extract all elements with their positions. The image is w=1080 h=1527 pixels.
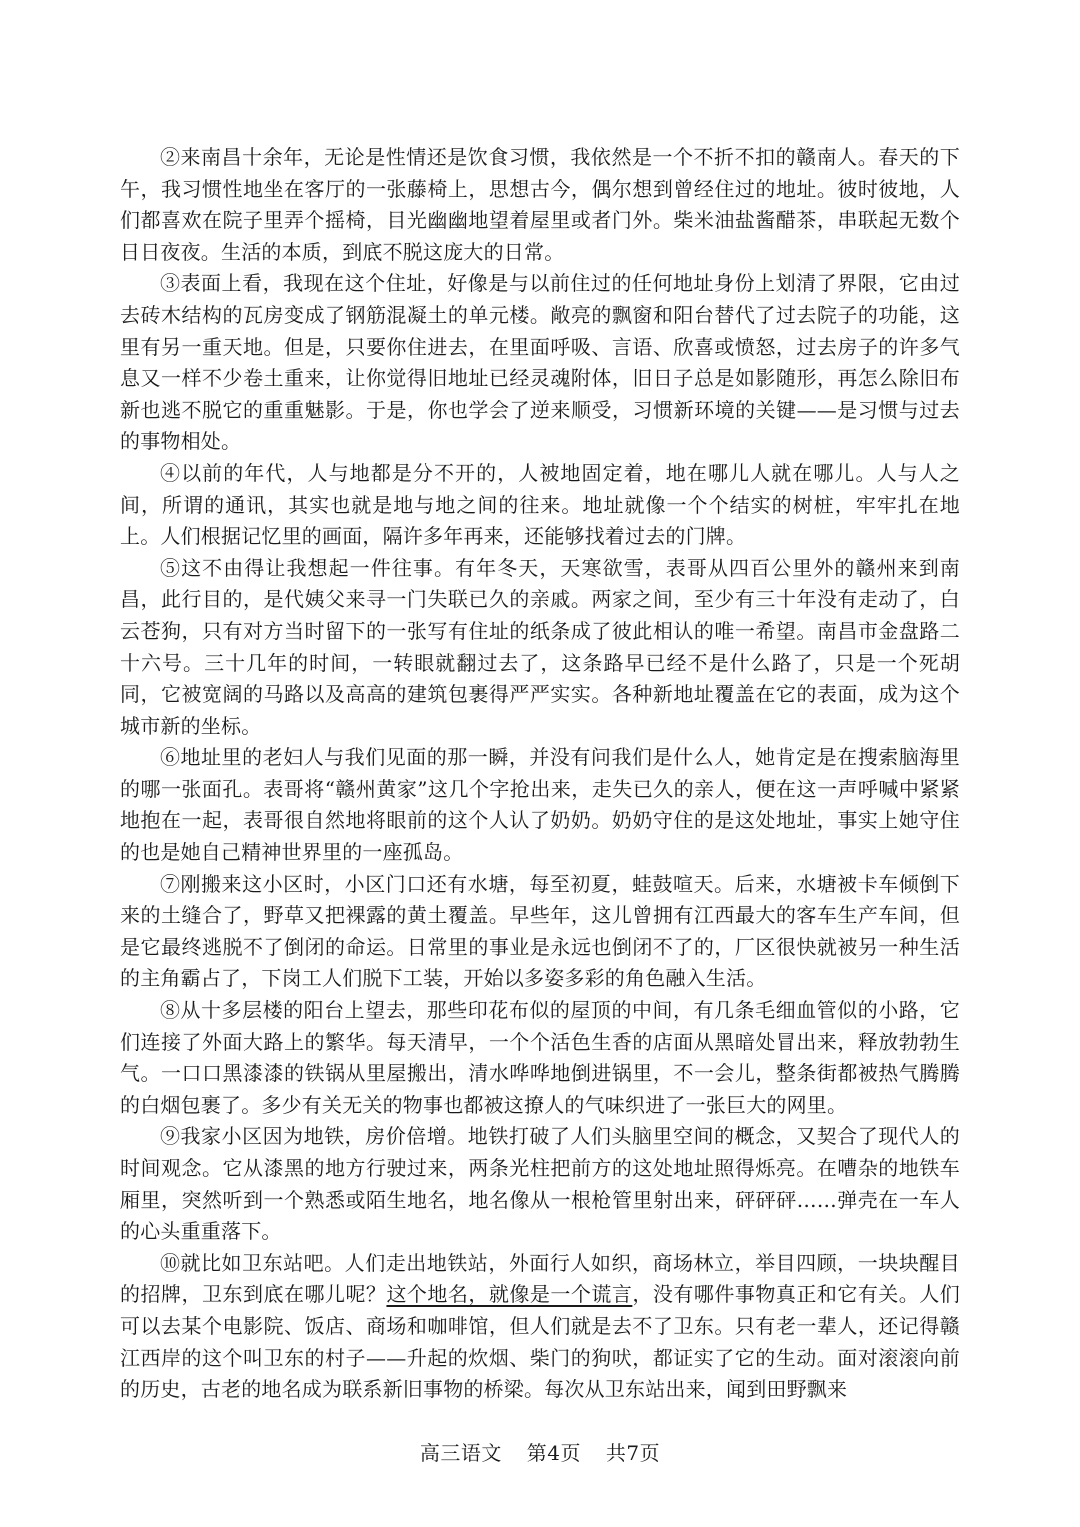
footer-page-number: 第4页	[526, 1441, 581, 1465]
paragraph-9: ⑨我家小区因为地铁，房价倍增。地铁打破了人们头脑里空间的概念，又契合了现代人的时间观念。它从漆黑的地方行驶过来，两条光柱把前方的这处地址照得烁亮。在嘈杂的地铁车厢里，突然听到一个熟悉或陌生地名，地名像从一根枪管里射出来，砰砰砰……弹壳在一车人的心头重重落下。	[120, 1124, 960, 1244]
paragraph-4: ④以前的年代，人与地都是分不开的，人被地固定着，地在哪儿人就在哪儿。人与人之间，所谓的通讯，其实也就是地与地之间的往来。地址就像一个个结实的树桩，牢牢扎在地上。人们根据记忆里的画面，隔许多年再来，还能够找着过去的门牌。	[120, 460, 960, 549]
page-footer	[0, 1437, 1080, 1466]
paragraph-7: ⑦刚搬来这小区时，小区门口还有水塘，每至初夏，蛙鼓喧天。后来，水塘被卡车倾倒下来的土缝合了，野草又把裸露的黄土覆盖。早些年，这儿曾拥有江西最大的客车生产车间，但是它最终逃脱不了倒闭的命运。日常里的事业是永远也倒闭不了的，厂区很快就被另一种生活的主角霸占了，下岗工人们脱下工装，开始以多姿多彩的角色融入生活。	[120, 871, 960, 991]
footer-total-pages: 共7页	[605, 1441, 661, 1465]
paragraph-10	[120, 1248, 960, 1406]
paragraph-5: ⑤这不由得让我想起一件往事。有年冬天，天寒欲雪，表哥从四百公里外的赣州来到南昌，此行目的，是代姨父来寻一门失联已久的亲戚。两家之间，至少有三十年没有走动了，白云苍狗，只有对方当时留下的一张写有住址的纸条成了彼此相认的唯一希望。南昌市金盘路二十六号。三十几年的时间，一转眼就翻过去了，这条路早已经不是什么路了，只是一个死胡同，它被宽阔的马路以及高高的建筑包裹得严严实实。各种新地址覆盖在它的表面，成为这个城市新的坐标。	[120, 555, 960, 738]
paragraph-3: ③表面上看，我现在这个住址，好像是与以前住过的任何地址身份上划清了界限，它由过去砖木结构的瓦房变成了钢筋混凝土的单元楼。敞亮的飘窗和阳台替代了过去院子的功能，这里有另一重天地。但是，只要你住进去，在里面呼吸、言语、欣喜或愤怒，过去房子的许多气息又一样不少卷土重来，让你觉得旧地址已经灵魂附体，旧日子总是如影随形，再怎么除旧布新也逃不脱它的重重魅影。于是，你也学会了逆来顺受，习惯新环境的关键——是习惯与过去的事物相处。	[120, 271, 960, 454]
paragraph-6: ⑥地址里的老妇人与我们见面的那一瞬，并没有问我们是什么人，她肯定是在搜索脑海里的哪一张面孔。表哥将“赣州黄家”这几个字抢出来，走失已久的亲人，便在这一声呼喊中紧紧地抱在一起，表哥很自然地将眼前的这个人认了奶奶。奶奶守住的是这处地址，事实上她守住的也是她自己精神世界里的一座孤岛。	[120, 745, 960, 865]
paragraph-8: ⑧从十多层楼的阳台上望去，那些印花布似的屋顶的中间，有几条毛细血管似的小路，它们连接了外面大路上的繁华。每天清早，一个个活色生香的店面从黑暗处冒出来，释放勃勃生气。一口口黑漆漆的铁锅从里屋搬出，清水哗哗地倒进锅里，不一会儿，整条街都被热气腾腾的白烟包裹了。多少有关无关的物事也都被这撩人的气味织进了一张巨大的网里。	[120, 998, 960, 1117]
paragraph-2: ②来南昌十余年，无论是性情还是饮食习惯，我依然是一个不折不扣的赣南人。春天的下午，我习惯性地坐在客厅的一张藤椅上，思想古今，偶尔想到曾经住过的地址。彼时彼地，人们都喜欢在院子里弄个摇椅，目光幽幽地望着屋里或者门外。柴米油盐酱醋茶，串联起无数个日日夜夜。生活的本质，到底不脱这庞大的日常。	[120, 145, 960, 264]
passage-body	[120, 142, 960, 1406]
paragraph-10-before: ⑩就比如卫东站吧。人们走出地铁站，外面行人如织，商场林立，举目四顾，一块块醒目的招牌，卫东到底在哪儿呢？	[120, 1250, 960, 1307]
paragraph-10-after: ，没有哪件事物真正和它有关。人们可以去某个电影院、饭店、商场和咖啡馆，但人们就是去不了卫东。只有老一辈人，还记得赣江西岸的这个叫卫东的村子——升起的炊烟、柴门的狗吠，都证实了它的生动。面对滚滚向前的历史，古老的地名成为联系新旧事物的桥梁。每次从卫东站出来，闻到田野飘来	[120, 1282, 960, 1402]
underlined-sentence: 这个地名，就像是一个谎言	[386, 1282, 633, 1307]
footer-subject: 高三语文	[419, 1441, 502, 1465]
